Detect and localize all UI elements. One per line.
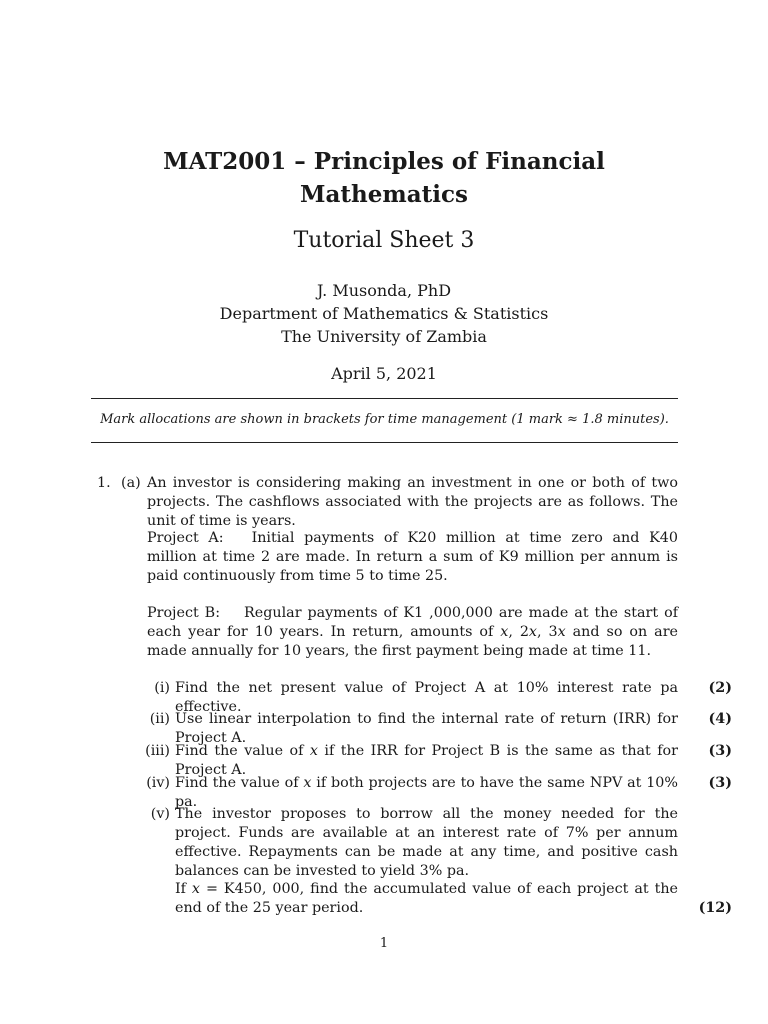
project-b-label: Project B: (147, 605, 221, 621)
top-rule (91, 398, 678, 399)
project-b-paragraph (147, 604, 678, 661)
title-line-2: Mathematics (300, 181, 468, 208)
project-b-text-2: and so on are made annually for 10 years, the first payment being made at time 11. (147, 624, 678, 659)
mark-allocation-note: Mark allocations are shown in brackets for time management (1 mark ≈ 1.8 minutes). (100, 412, 669, 427)
variable-x: x (528, 624, 537, 640)
subpart-text: Find the net present value of Project A at 10% interest rate pa effective. (175, 680, 678, 715)
document-date: April 5, 2021 (331, 364, 437, 383)
variable-x: x (303, 775, 312, 791)
marks-badge: (2) (708, 680, 732, 696)
page-number: 1 (379, 936, 389, 951)
bottom-rule (91, 442, 678, 443)
title-line-1: MAT2001 – Principles of Financial (163, 148, 605, 175)
subpart-text-a: Find the value of (175, 743, 310, 759)
marks-badge: (4) (708, 711, 732, 727)
subpart-number: (ii) (149, 711, 170, 727)
question-number: 1. (97, 475, 111, 491)
marks-badge: (12) (698, 900, 732, 916)
document-subtitle: Tutorial Sheet 3 (293, 228, 475, 253)
project-b-text-1: Regular payments of K1 ,000,000 are made at the start of each year for 10 years. In return, amounts of (147, 605, 678, 640)
variable-x: x (557, 624, 566, 640)
variable-x: x (309, 743, 318, 759)
subpart-number: (i) (154, 680, 170, 696)
author-name: J. Musonda, PhD (316, 281, 452, 300)
subpart-text-b: if both projects are to have the same NPV at 10% pa. (175, 775, 678, 810)
author-department: Department of Mathematics & Statistics (219, 304, 549, 323)
part-label: (a) (121, 475, 141, 491)
variable-x: x (500, 624, 509, 640)
variable-x: x (191, 881, 200, 897)
subpart-text-b: = K450, 000, find the accumulated value of each project at the end of the 25 year period. (175, 881, 679, 916)
subpart-text: Use linear interpolation to find the internal rate of return (IRR) for Project A. (175, 711, 678, 746)
project-a-label: Project A: (147, 530, 224, 546)
subpart-text (175, 880, 678, 918)
subpart-number: (v) (150, 806, 170, 822)
subpart-number: (iii) (145, 743, 170, 759)
author-block (0, 279, 768, 348)
subpart-text-a: If (175, 881, 192, 897)
project-a-text: Initial payments of K20 million at time zero and K40 million at time 2 are made. In return a sum of K9 million per annum is paid continuously from time 5 to time 25. (147, 530, 678, 584)
marks-badge: (3) (708, 775, 732, 791)
subpart-text-a: Find the value of (175, 775, 304, 791)
subpart-number: (iv) (146, 775, 170, 791)
subpart-text: The investor proposes to borrow all the money needed for the project. Funds are available at an interest rate of 7% per annum effective. Repayments can be made at any time, and positive cash balances can be invested to yield 3% pa. (175, 806, 678, 879)
question-intro: An investor is considering making an investment in one or both of two projects. The cashflows associated with the projects are as follows. The unit of time is years. (147, 475, 678, 529)
document-title (0, 145, 768, 211)
author-university: The University of Zambia (281, 327, 487, 346)
project-b-sep-1: , 2 (508, 624, 529, 640)
marks-badge: (3) (708, 743, 732, 759)
project-a-paragraph (147, 529, 678, 586)
subpart-text-b: if the IRR for Project B is the same as that for Project A. (175, 743, 678, 778)
project-b-sep-2: , 3 (537, 624, 558, 640)
